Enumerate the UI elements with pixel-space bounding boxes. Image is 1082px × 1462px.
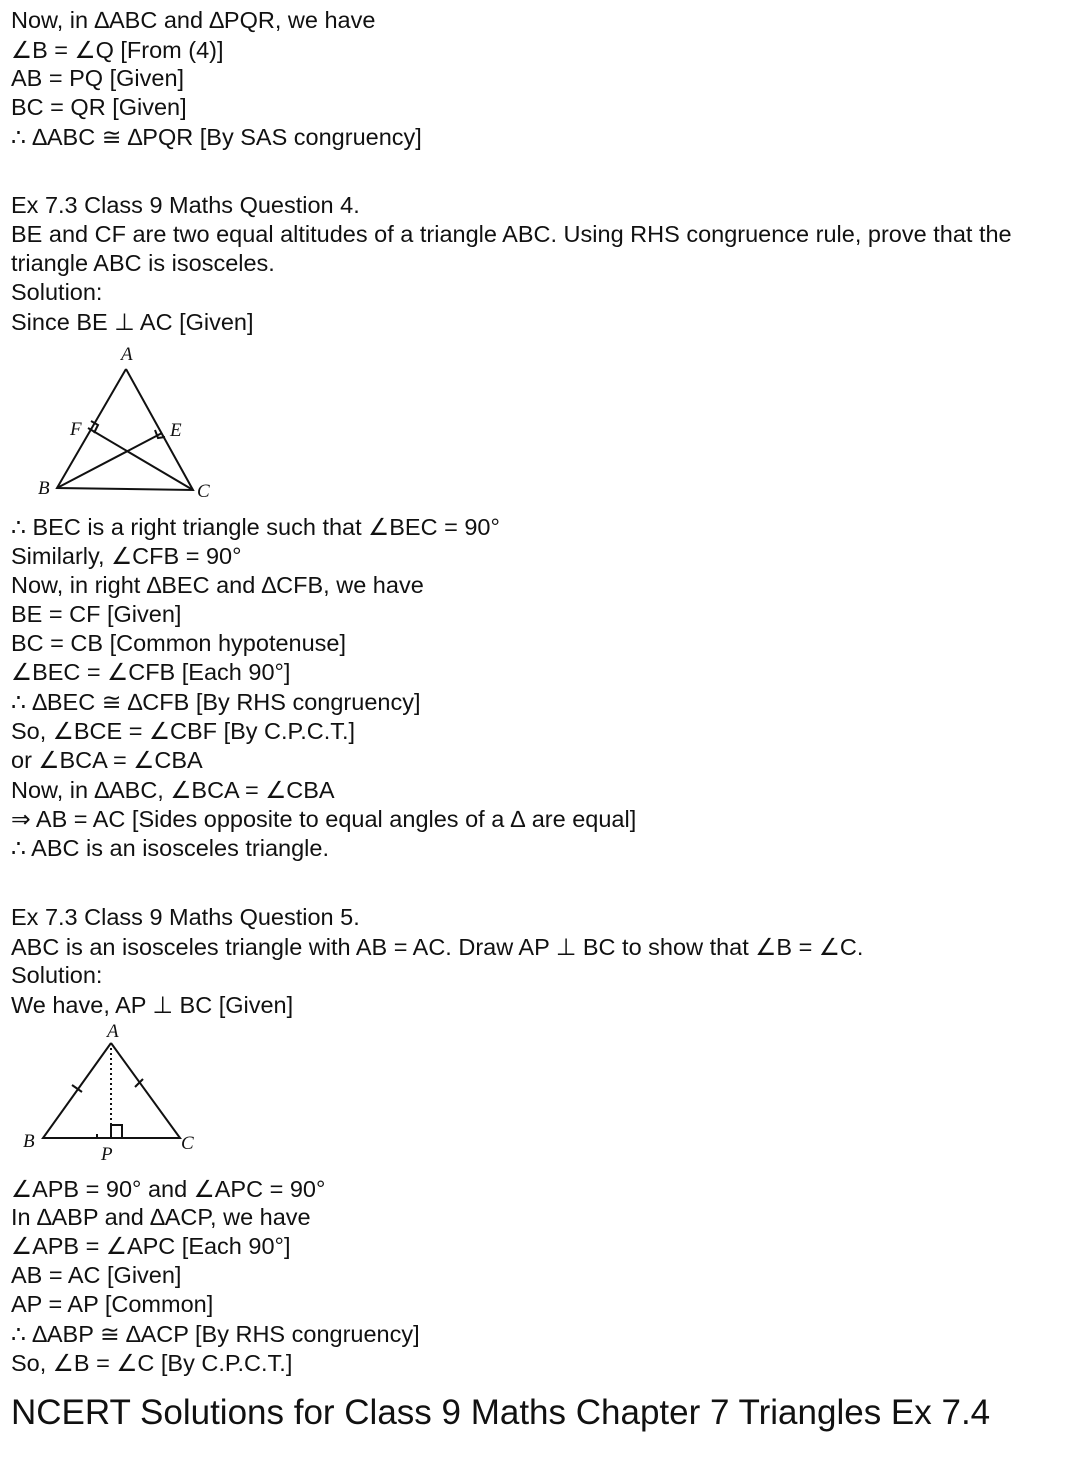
q5-question: ABC is an isosceles triangle with AB = AC. Draw AP ⊥ BC to show that ∠B = ∠C. (11, 934, 864, 960)
text-line: BC = QR [Given] (11, 94, 187, 120)
q4-step: Now, in ∆ABC, ∠BCA = ∠CBA (11, 777, 335, 803)
vertex-label-e: E (170, 420, 182, 441)
vertex-label-b: B (23, 1131, 35, 1152)
vertex-label-p: P (101, 1144, 113, 1165)
q4-step: So, ∠BCE = ∠CBF [By C.P.C.T.] (11, 718, 356, 744)
text-line: ∠B = ∠Q [From (4)] (11, 37, 224, 63)
q4-title: Ex 7.3 Class 9 Maths Question 4. (11, 192, 360, 218)
q5-given: We have, AP ⊥ BC [Given] (11, 992, 294, 1018)
q5-step: AB = AC [Given] (11, 1262, 182, 1288)
q4-triangle-figure (30, 340, 230, 505)
q4-step: ∠BEC = ∠CFB [Each 90°] (11, 659, 291, 685)
q4-step: BC = CB [Common hypotenuse] (11, 630, 347, 656)
q4-solution-label: Solution: (11, 279, 103, 305)
q4-step: ∴ ∆BEC ≅ ∆CFB [By RHS congruency] (11, 689, 421, 715)
q5-step: ∠APB = 90° and ∠APC = 90° (11, 1176, 326, 1202)
vertex-label-b: B (38, 478, 50, 499)
q5-triangle-figure (15, 1020, 215, 1170)
vertex-label-c: C (181, 1133, 194, 1154)
q5-step: AP = AP [Common] (11, 1291, 214, 1317)
q4-question-line: triangle ABC is isosceles. (11, 250, 275, 276)
q5-step: ∴ ∆ABP ≅ ∆ACP [By RHS congruency] (11, 1321, 420, 1347)
q4-step: BE = CF [Given] (11, 601, 182, 627)
text-line: Now, in ∆ABC and ∆PQR, we have (11, 7, 376, 33)
text-line: AB = PQ [Given] (11, 65, 185, 91)
vertex-label-a: A (107, 1021, 119, 1042)
vertex-label-f: F (70, 419, 82, 440)
q4-given: Since BE ⊥ AC [Given] (11, 309, 254, 335)
q4-step: Now, in right ∆BEC and ∆CFB, we have (11, 572, 424, 598)
q5-solution-label: Solution: (11, 962, 103, 988)
vertex-label-a: A (121, 344, 133, 365)
q5-step: So, ∠B = ∠C [By C.P.C.T.] (11, 1350, 293, 1376)
q5-title: Ex 7.3 Class 9 Maths Question 5. (11, 904, 360, 930)
section-heading: NCERT Solutions for Class 9 Maths Chapter 7 Triangles Ex 7.4 (11, 1393, 991, 1432)
q4-step: ⇒ AB = AC [Sides opposite to equal angles of a ∆ are equal] (11, 806, 637, 832)
q5-step: In ∆ABP and ∆ACP, we have (11, 1204, 311, 1230)
q5-step: ∠APB = ∠APC [Each 90°] (11, 1233, 291, 1259)
q4-step: Similarly, ∠CFB = 90° (11, 543, 242, 569)
q4-question-line: BE and CF are two equal altitudes of a triangle ABC. Using RHS congruence rule, prove that the (11, 221, 1012, 247)
q4-step: ∴ ABC is an isosceles triangle. (11, 835, 329, 861)
right-angle-mark-p (111, 1125, 122, 1138)
text-line: ∴ ∆ABC ≅ ∆PQR [By SAS congruency] (11, 124, 422, 150)
vertex-label-c: C (197, 481, 210, 502)
q4-step: or ∠BCA = ∠CBA (11, 747, 203, 773)
q4-step: ∴ BEC is a right triangle such that ∠BEC = 90° (11, 514, 500, 540)
